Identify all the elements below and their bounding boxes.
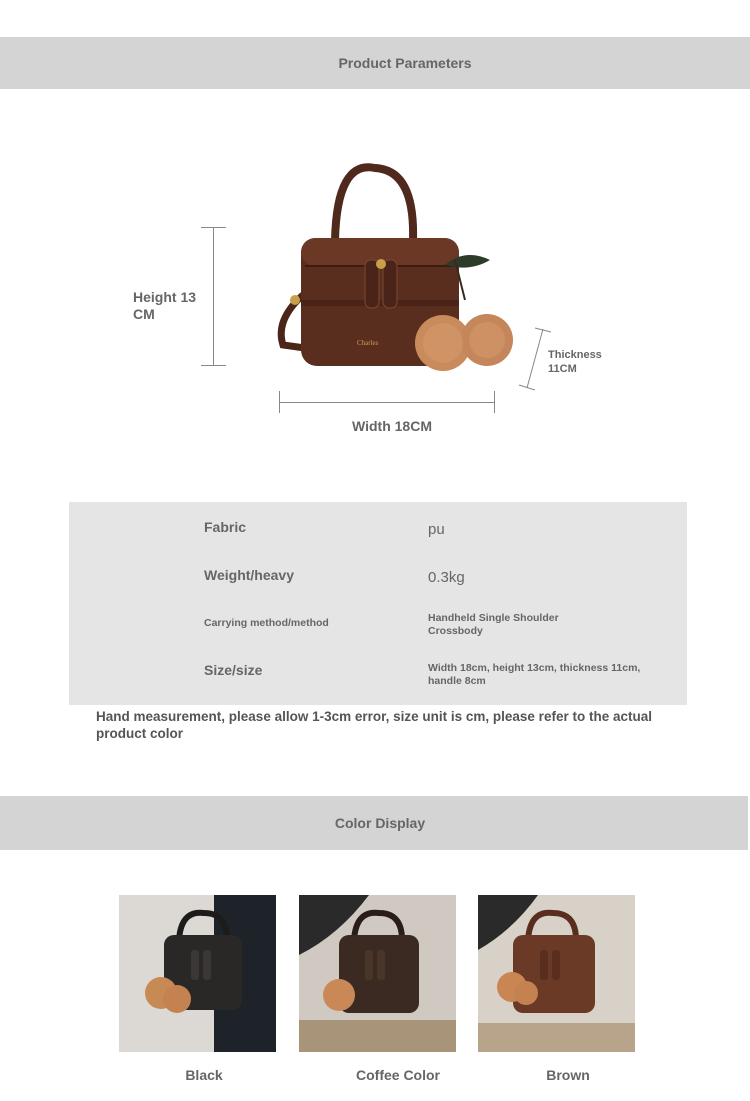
section-title: Product Parameters — [338, 55, 472, 71]
section-banner-colors — [0, 796, 748, 850]
color-swatch-brown[interactable] — [478, 895, 635, 1052]
param-key: Weight/heavy — [204, 567, 294, 583]
color-label-coffee: Coffee Color — [356, 1067, 440, 1083]
measurement-note: Hand measurement, please allow 1-3cm error, size unit is cm, please refer to the actual product color — [96, 709, 652, 741]
param-key: Size/size — [204, 662, 263, 678]
color-label-black: Black — [185, 1067, 223, 1083]
section-title: Color Display — [334, 815, 426, 831]
color-label-brown: Brown — [546, 1067, 590, 1083]
width-dimension-line — [279, 402, 494, 403]
param-value: Width 18cm, height 13cm, thickness 11cm, handle 8cm — [428, 662, 641, 687]
width-dimension-cap-left — [279, 391, 280, 413]
width-dimension-cap-right — [494, 391, 495, 413]
param-value: 0.3kg — [428, 569, 465, 586]
bag-photo-coffee — [299, 895, 456, 1052]
handbag-product-image — [265, 160, 525, 375]
bag-photo-black — [119, 895, 276, 1052]
width-label: Width 18CM — [352, 418, 432, 434]
height-label: Height 13 CM — [133, 289, 197, 322]
color-swatch-black[interactable] — [119, 895, 276, 1052]
height-dimension-cap-top — [201, 227, 226, 228]
color-swatch-coffee[interactable] — [299, 895, 456, 1052]
svg-text:Charles: Charles — [357, 339, 379, 347]
param-key: Carrying method/method — [204, 617, 329, 629]
parameters-table — [69, 502, 687, 705]
height-dimension-line — [213, 227, 214, 365]
height-dimension-cap-bottom — [201, 365, 226, 366]
section-banner-parameters — [0, 37, 750, 89]
thickness-label: Thickness 11CM — [548, 349, 602, 375]
bag-photo-brown — [478, 895, 635, 1052]
param-value: pu — [428, 521, 445, 538]
param-value: Handheld Single Shoulder Crossbody — [428, 612, 559, 637]
param-key: Fabric — [204, 519, 247, 535]
